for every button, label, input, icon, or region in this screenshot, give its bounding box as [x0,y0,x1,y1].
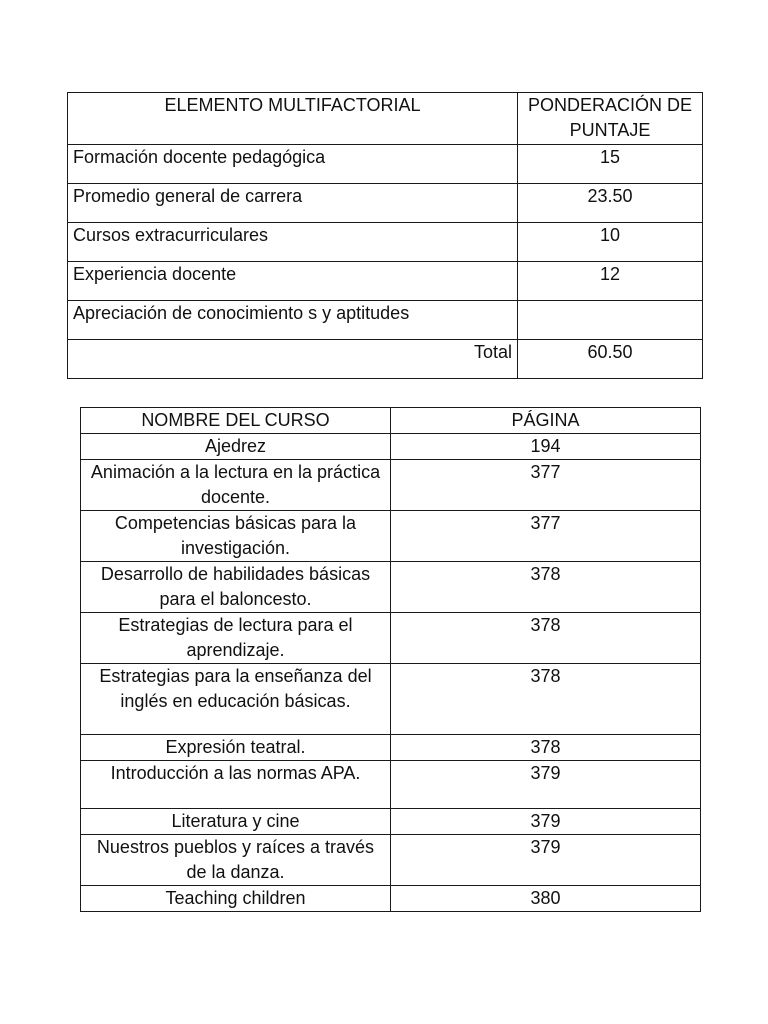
course-name: Competencias básicas para la investigación. [81,511,391,562]
table-row [81,835,701,886]
header-score: PONDERACIÓN DE PUNTAJE [518,93,703,145]
course-name: Desarrollo de habilidades básicas para el baloncesto. [81,562,391,613]
header-page: PÁGINA [391,408,701,434]
course-name: Estrategias de lectura para el aprendizaje. [81,613,391,664]
course-name: Estrategias para la enseñanza del inglés en educación básicas. [81,664,391,735]
factor-score [518,301,703,340]
table-row [81,735,701,761]
table-header-row [68,93,703,145]
factor-score: 23.50 [518,184,703,223]
factor-name: Promedio general de carrera [68,184,518,223]
course-name: Animación a la lectura en la práctica docente. [81,460,391,511]
table-row [81,886,701,912]
factor-name: Experiencia docente [68,262,518,301]
factor-score: 10 [518,223,703,262]
table-row [81,434,701,460]
table-row [81,809,701,835]
factor-score: 15 [518,145,703,184]
course-page: 377 [391,511,701,562]
course-name: Introducción a las normas APA. [81,761,391,809]
factors-table [67,92,703,379]
table-row [68,145,703,184]
total-value: 60.50 [518,340,703,379]
course-page: 378 [391,664,701,735]
table-row [81,761,701,809]
table-row [81,613,701,664]
table-row [81,562,701,613]
table-header-row [81,408,701,434]
courses-table [80,407,701,912]
factor-name: Formación docente pedagógica [68,145,518,184]
factor-name: Apreciación de conocimiento s y aptitudes [68,301,518,340]
total-label: Total [68,340,518,379]
course-page: 378 [391,613,701,664]
course-name: Literatura y cine [81,809,391,835]
table-row [68,184,703,223]
table-row [81,460,701,511]
course-page: 194 [391,434,701,460]
course-page: 378 [391,735,701,761]
table-row [68,301,703,340]
course-page: 379 [391,835,701,886]
table-row [68,223,703,262]
course-name: Nuestros pueblos y raíces a través de la danza. [81,835,391,886]
header-element: ELEMENTO MULTIFACTORIAL [68,93,518,145]
header-course: NOMBRE DEL CURSO [81,408,391,434]
course-name: Ajedrez [81,434,391,460]
table-row [81,511,701,562]
total-row [68,340,703,379]
factor-score: 12 [518,262,703,301]
table-row [81,664,701,735]
course-page: 378 [391,562,701,613]
course-name: Expresión teatral. [81,735,391,761]
course-page: 379 [391,761,701,809]
course-page: 377 [391,460,701,511]
course-name: Teaching children [81,886,391,912]
course-page: 380 [391,886,701,912]
factor-name: Cursos extracurriculares [68,223,518,262]
table-row [68,262,703,301]
course-page: 379 [391,809,701,835]
